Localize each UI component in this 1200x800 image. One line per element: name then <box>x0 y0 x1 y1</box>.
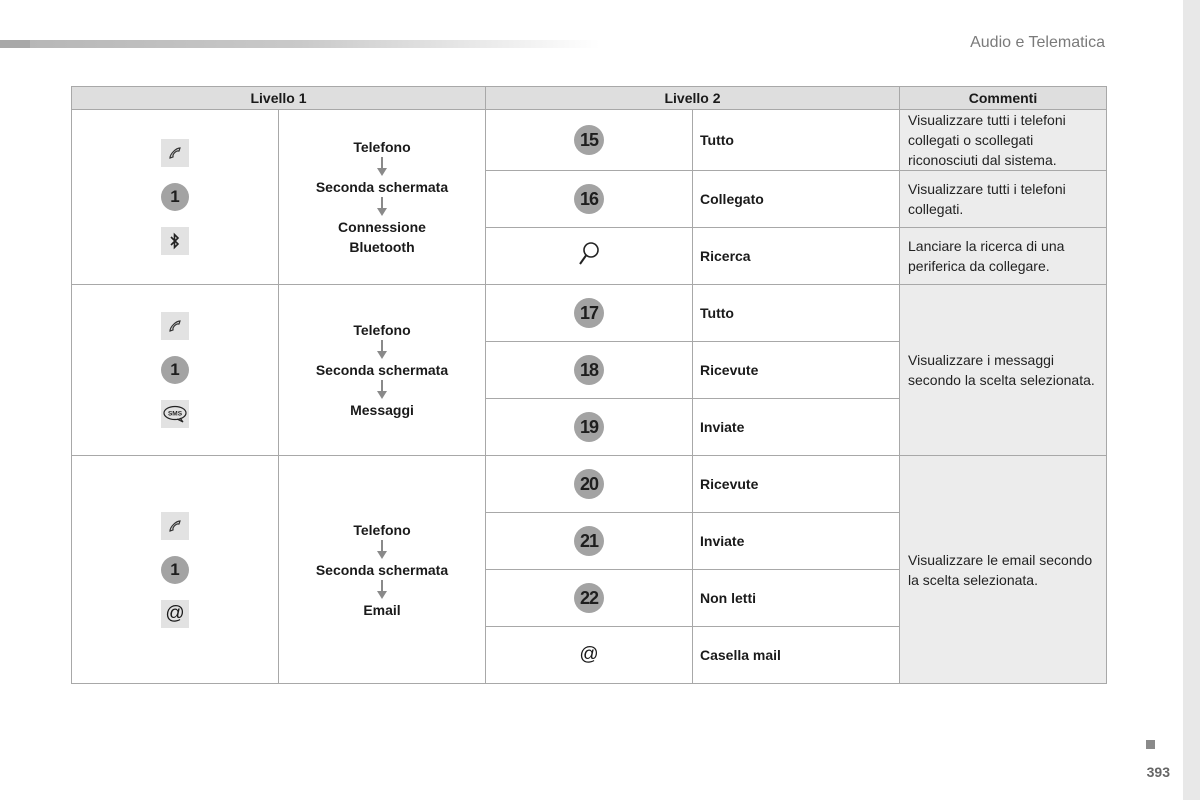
magnifier-icon <box>577 241 601 267</box>
comment-cell: Lanciare la ricerca di una periferica da collegare. <box>900 228 1107 285</box>
level2-ricerca: Ricerca <box>693 228 900 285</box>
header-bar-accent <box>0 40 30 48</box>
table-row <box>72 285 1107 342</box>
flow-seconda-schermata: Seconda schermata <box>315 179 449 195</box>
badge-cell <box>486 228 693 285</box>
section-title: Audio e Telematica <box>970 34 1105 51</box>
badge-cell <box>486 456 693 513</box>
flow-email: Email <box>363 601 401 618</box>
page-number: 393 <box>1146 764 1170 780</box>
level2-collegato: Collegato <box>693 171 900 228</box>
table-row <box>72 456 1107 513</box>
phone-icon <box>161 312 189 340</box>
level2-casella-mail: Casella mail <box>693 627 900 684</box>
flow-telefono: Telefono <box>353 322 411 338</box>
level2-ricevute: Ricevute <box>693 456 900 513</box>
down-arrow-icon <box>376 157 388 177</box>
number-badge: 22 <box>574 583 604 613</box>
flow-seconda-schermata: Seconda schermata <box>315 362 449 378</box>
level2-non-letti: Non letti <box>693 570 900 627</box>
comment-cell: Visualizzare le email secondo la scelta selezionata. <box>900 456 1107 684</box>
badge-cell <box>486 399 693 456</box>
level2-ricevute: Ricevute <box>693 342 900 399</box>
sms-icon <box>161 400 189 428</box>
level1-path-messaggi <box>279 285 486 456</box>
group-icons-email <box>72 456 279 684</box>
down-arrow-icon <box>376 580 388 600</box>
level1-path-email <box>279 456 486 684</box>
page-side-strip <box>1183 0 1200 800</box>
down-arrow-icon <box>376 380 388 400</box>
level2-inviate: Inviate <box>693 399 900 456</box>
flow-messaggi: Messaggi <box>350 402 414 418</box>
number-badge: 20 <box>574 469 604 499</box>
comment-cell: Visualizzare i messaggi secondo la scelta selezionata. <box>900 285 1107 456</box>
group-icons-bluetooth <box>72 110 279 285</box>
group-icons-messaggi <box>72 285 279 456</box>
number-badge: 15 <box>574 125 604 155</box>
number-1-badge: 1 <box>161 183 189 211</box>
at-icon: @ <box>161 600 189 628</box>
bluetooth-icon <box>161 227 189 255</box>
header-bar <box>0 40 600 48</box>
table-row <box>72 110 1107 171</box>
down-arrow-icon <box>376 540 388 560</box>
number-1-badge: 1 <box>161 356 189 384</box>
number-badge: 17 <box>574 298 604 328</box>
level2-tutto: Tutto <box>693 110 900 171</box>
badge-cell <box>486 513 693 570</box>
comment-cell: Visualizzare tutti i telefoni collegati. <box>900 171 1107 228</box>
level1-path-bluetooth <box>279 110 486 285</box>
down-arrow-icon <box>376 197 388 217</box>
header-comments: Commenti <box>900 87 1107 110</box>
badge-cell <box>486 110 693 171</box>
header-level2: Livello 2 <box>486 87 900 110</box>
number-badge: 21 <box>574 526 604 556</box>
flow-connessione-bluetooth: Connessione Bluetooth <box>338 219 426 255</box>
number-1-badge: 1 <box>161 556 189 584</box>
phone-icon <box>161 512 189 540</box>
number-badge: 16 <box>574 184 604 214</box>
badge-cell <box>486 570 693 627</box>
page-marker <box>1146 740 1155 749</box>
number-badge: 18 <box>574 355 604 385</box>
comment-cell: Visualizzare tutti i telefoni collegati o scollegati riconosciuti dal sistema. <box>900 110 1107 171</box>
badge-cell <box>486 342 693 399</box>
number-badge: 19 <box>574 412 604 442</box>
flow-seconda-schermata: Seconda schermata <box>315 561 449 578</box>
header-level1: Livello 1 <box>72 87 486 110</box>
flow-telefono: Telefono <box>353 521 411 538</box>
flow-telefono: Telefono <box>353 139 411 155</box>
down-arrow-icon <box>376 340 388 360</box>
level2-inviate: Inviate <box>693 513 900 570</box>
table-header-row <box>72 87 1107 110</box>
badge-cell <box>486 171 693 228</box>
phone-icon <box>161 139 189 167</box>
menu-table <box>71 86 1107 684</box>
level2-tutto: Tutto <box>693 285 900 342</box>
at-icon: @ <box>486 627 693 684</box>
svg-text:SMS: SMS <box>167 410 183 418</box>
badge-cell <box>486 285 693 342</box>
